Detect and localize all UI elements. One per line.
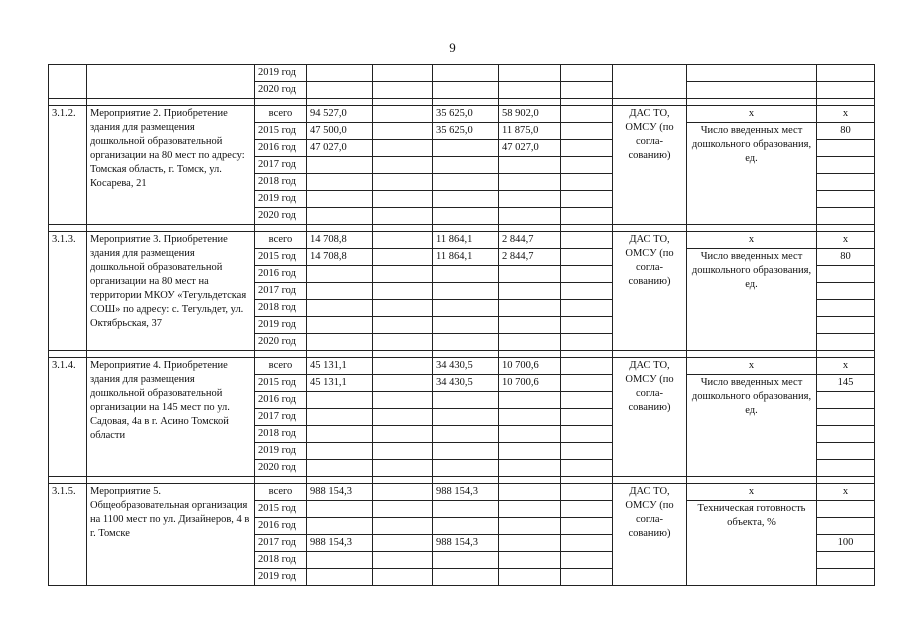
separator-cell: [433, 225, 499, 232]
program-table: [48, 64, 875, 586]
separator-cell: [613, 225, 687, 232]
amount-cell: [561, 283, 613, 300]
amount-cell: [433, 334, 499, 351]
indicator-value: 145: [817, 375, 875, 392]
amount-cell: [561, 174, 613, 191]
amount-cell: [561, 140, 613, 157]
measure-name: Мероприятие 5. Общеобразовательная организация на 1100 мест по ул. Дизайнеров, 4 в г. Томске: [87, 484, 255, 586]
amount-cell: [561, 208, 613, 225]
amount-cell: [499, 65, 561, 82]
total-cell: 94 527,0: [307, 106, 373, 123]
executor-cell-empty: [613, 65, 687, 99]
total-cell: 47 500,0: [307, 123, 373, 140]
separator-cell: [87, 225, 255, 232]
amount-cell: [373, 535, 433, 552]
amount-cell: [433, 426, 499, 443]
indicator-value: [817, 208, 875, 225]
period-cell: 2016 год: [255, 392, 307, 409]
total-cell: 988 154,3: [307, 484, 373, 501]
amount-cell: [499, 409, 561, 426]
amount-cell: [373, 484, 433, 501]
amount-cell: [561, 106, 613, 123]
indicator-value: [817, 518, 875, 535]
amount-cell: 2 844,7: [499, 232, 561, 249]
amount-cell: [561, 300, 613, 317]
period-cell: 2016 год: [255, 518, 307, 535]
indicator-value: [817, 266, 875, 283]
table-row: [49, 65, 875, 82]
indicator-value: [817, 191, 875, 208]
separator-cell: [687, 99, 817, 106]
amount-cell: [561, 569, 613, 586]
separator-cell: [87, 99, 255, 106]
indicator-name: Число введенных мест дошкольного образования, ед.: [687, 123, 817, 225]
separator-cell: [255, 225, 307, 232]
amount-cell: [561, 501, 613, 518]
separator-cell: [255, 99, 307, 106]
amount-cell: 988 154,3: [433, 484, 499, 501]
total-cell: [307, 191, 373, 208]
total-cell: [307, 317, 373, 334]
separator-cell: [687, 351, 817, 358]
amount-cell: 2 844,7: [499, 249, 561, 266]
total-cell: [307, 552, 373, 569]
measure-code: 3.1.3.: [49, 232, 87, 351]
period-cell: 2017 год: [255, 157, 307, 174]
separator-cell: [255, 351, 307, 358]
separator-cell: [307, 99, 373, 106]
amount-cell: 11 864,1: [433, 249, 499, 266]
total-cell: [307, 174, 373, 191]
indicator-value: [817, 300, 875, 317]
table-row: [49, 232, 875, 249]
indicator-cell-empty: [687, 65, 817, 82]
total-cell: [307, 426, 373, 443]
period-cell: 2016 год: [255, 266, 307, 283]
separator-cell: [499, 351, 561, 358]
separator-cell: [817, 477, 875, 484]
separator-row: [49, 477, 875, 484]
amount-cell: [499, 484, 561, 501]
indicator-value: [817, 426, 875, 443]
measure-code: 3.1.2.: [49, 106, 87, 225]
separator-cell: [373, 477, 433, 484]
amount-cell: [561, 518, 613, 535]
total-cell: 14 708,8: [307, 232, 373, 249]
total-cell: [307, 409, 373, 426]
indicator-value: [817, 460, 875, 477]
amount-cell: [561, 392, 613, 409]
separator-cell: [687, 225, 817, 232]
amount-cell: [373, 426, 433, 443]
amount-cell: [561, 552, 613, 569]
total-cell: [307, 569, 373, 586]
amount-cell: [561, 375, 613, 392]
period-cell: 2018 год: [255, 300, 307, 317]
indicator-top-cell: x: [687, 106, 817, 123]
indicator-top-cell: x: [687, 484, 817, 501]
amount-cell: [499, 392, 561, 409]
amount-cell: [433, 569, 499, 586]
separator-cell: [255, 477, 307, 484]
amount-cell: [433, 409, 499, 426]
amount-cell: [499, 157, 561, 174]
amount-cell: [561, 317, 613, 334]
indicator-cell-empty: [687, 82, 817, 99]
indicator-top-cell: x: [687, 358, 817, 375]
separator-cell: [561, 351, 613, 358]
amount-cell: [561, 358, 613, 375]
indicator-value: [817, 392, 875, 409]
amount-cell: [561, 232, 613, 249]
separator-cell: [561, 477, 613, 484]
amount-cell: [373, 157, 433, 174]
amount-cell: [433, 82, 499, 99]
amount-cell: [499, 266, 561, 283]
measure-name: Мероприятие 4. Приобретение здания для размещения дошкольной образовательной организации на 145 мест по ул. Садовая, 4а в г. Асино Томской области: [87, 358, 255, 477]
total-cell: 14 708,8: [307, 249, 373, 266]
indicator-value: 100: [817, 535, 875, 552]
period-cell: всего: [255, 232, 307, 249]
amount-cell: [433, 300, 499, 317]
total-cell: 988 154,3: [307, 535, 373, 552]
period-cell: 2020 год: [255, 334, 307, 351]
amount-cell: [373, 518, 433, 535]
amount-cell: [433, 65, 499, 82]
empty-cell: [561, 82, 613, 99]
indicator-value: [817, 140, 875, 157]
period-cell: 2018 год: [255, 426, 307, 443]
amount-cell: 47 027,0: [499, 140, 561, 157]
separator-cell: [87, 477, 255, 484]
separator-cell: [87, 351, 255, 358]
page-number: 9: [449, 40, 456, 55]
amount-cell: [561, 249, 613, 266]
total-cell: [307, 518, 373, 535]
total-cell: [307, 283, 373, 300]
amount-cell: [373, 266, 433, 283]
amount-cell: [499, 535, 561, 552]
indicator-name: Техническая готовность объекта, %: [687, 501, 817, 586]
total-cell: [307, 300, 373, 317]
amount-cell: [433, 283, 499, 300]
amount-cell: [499, 191, 561, 208]
separator-cell: [433, 351, 499, 358]
amount-cell: [373, 317, 433, 334]
separator-cell: [373, 225, 433, 232]
separator-cell: [499, 225, 561, 232]
amount-cell: [433, 443, 499, 460]
period-cell: 2019 год: [255, 191, 307, 208]
amount-cell: [499, 518, 561, 535]
amount-cell: [433, 392, 499, 409]
executor-cell: ДАС ТО, ОМСУ (по согла-сованию): [613, 358, 687, 477]
amount-cell: 11 864,1: [433, 232, 499, 249]
amount-cell: [373, 232, 433, 249]
amount-cell: 35 625,0: [433, 106, 499, 123]
amount-cell: [373, 443, 433, 460]
separator-cell: [817, 99, 875, 106]
amount-cell: [433, 552, 499, 569]
amount-cell: [433, 191, 499, 208]
amount-cell: [561, 157, 613, 174]
total-cell: 45 131,1: [307, 358, 373, 375]
amount-cell: [373, 300, 433, 317]
indicator-name: Число введенных мест дошкольного образования, ед.: [687, 249, 817, 351]
amount-cell: 10 700,6: [499, 358, 561, 375]
separator-row: [49, 99, 875, 106]
amount-cell: [499, 569, 561, 586]
separator-cell: [307, 351, 373, 358]
amount-cell: [499, 317, 561, 334]
period-cell: 2018 год: [255, 552, 307, 569]
separator-cell: [817, 351, 875, 358]
separator-row: [49, 225, 875, 232]
amount-cell: [373, 552, 433, 569]
indicator-value: [817, 409, 875, 426]
total-cell: [307, 334, 373, 351]
separator-cell: [613, 99, 687, 106]
amount-cell: [373, 123, 433, 140]
amount-cell: [561, 460, 613, 477]
amount-cell: [373, 140, 433, 157]
amount-cell: [561, 443, 613, 460]
separator-cell: [49, 351, 87, 358]
period-cell: 2019 год: [255, 317, 307, 334]
table-row: [49, 358, 875, 375]
indicator-top-value: x: [817, 106, 875, 123]
period-cell: 2019 год: [255, 569, 307, 586]
separator-cell: [817, 225, 875, 232]
separator-cell: [307, 225, 373, 232]
period-cell: всего: [255, 358, 307, 375]
period-cell: 2015 год: [255, 375, 307, 392]
separator-cell: [613, 351, 687, 358]
amount-cell: [561, 191, 613, 208]
amount-cell: [373, 409, 433, 426]
amount-cell: [373, 249, 433, 266]
amount-cell: [307, 82, 373, 99]
measure-name: Мероприятие 2. Приобретение здания для размещения дошкольной образовательной организации на 80 мест по адресу: Томская область, г. Томск, ул. Косарева, 21: [87, 106, 255, 225]
period-cell: 2018 год: [255, 174, 307, 191]
measure-code: 3.1.4.: [49, 358, 87, 477]
executor-cell: ДАС ТО, ОМСУ (по согла-сованию): [613, 484, 687, 586]
amount-cell: [499, 426, 561, 443]
amount-cell: [433, 317, 499, 334]
amount-cell: [373, 460, 433, 477]
separator-cell: [433, 477, 499, 484]
indicator-value: [817, 317, 875, 334]
amount-cell: [433, 518, 499, 535]
separator-cell: [613, 477, 687, 484]
amount-cell: [373, 82, 433, 99]
amount-cell: [373, 501, 433, 518]
measure-name: Мероприятие 3. Приобретение здания для размещения дошкольной образовательной организации на 80 мест на территории МКОУ «Тегульдетская СОШ» по адресу: с. Тегульдет, ул. Октябрьская, 37: [87, 232, 255, 351]
period-cell: 2015 год: [255, 249, 307, 266]
empty-cell: [561, 65, 613, 82]
period-cell: 2017 год: [255, 409, 307, 426]
separator-cell: [499, 477, 561, 484]
total-cell: [307, 266, 373, 283]
amount-cell: [433, 266, 499, 283]
separator-cell: [433, 99, 499, 106]
indicator-value: 80: [817, 249, 875, 266]
period-cell: 2017 год: [255, 535, 307, 552]
separator-cell: [499, 99, 561, 106]
amount-cell: [561, 123, 613, 140]
amount-cell: [561, 409, 613, 426]
amount-cell: [499, 82, 561, 99]
amount-cell: [433, 157, 499, 174]
amount-cell: [561, 484, 613, 501]
total-cell: [307, 392, 373, 409]
code-cell-empty: [49, 65, 87, 99]
amount-cell: [373, 106, 433, 123]
amount-cell: [499, 460, 561, 477]
amount-cell: [373, 375, 433, 392]
indicator-value: [817, 569, 875, 586]
amount-cell: [499, 283, 561, 300]
indicator-top-value: x: [817, 484, 875, 501]
indicator-top-cell: x: [687, 232, 817, 249]
amount-cell: [499, 208, 561, 225]
total-cell: [307, 460, 373, 477]
amount-cell: [433, 460, 499, 477]
separator-cell: [49, 99, 87, 106]
table-row: [49, 106, 875, 123]
amount-cell: [373, 283, 433, 300]
indicator-value: [817, 334, 875, 351]
indicator-value: [817, 501, 875, 518]
period-cell: 2020 год: [255, 82, 307, 99]
indicator-top-value: x: [817, 358, 875, 375]
indicator-value-empty: [817, 82, 875, 99]
amount-cell: [373, 392, 433, 409]
measure-code: 3.1.5.: [49, 484, 87, 586]
amount-cell: [307, 65, 373, 82]
amount-cell: [499, 174, 561, 191]
period-cell: 2017 год: [255, 283, 307, 300]
amount-cell: 988 154,3: [433, 535, 499, 552]
indicator-value: [817, 283, 875, 300]
amount-cell: 34 430,5: [433, 375, 499, 392]
separator-cell: [561, 225, 613, 232]
indicator-value-empty: [817, 65, 875, 82]
indicator-value: [817, 552, 875, 569]
amount-cell: [433, 208, 499, 225]
amount-cell: [373, 569, 433, 586]
amount-cell: 34 430,5: [433, 358, 499, 375]
indicator-top-value: x: [817, 232, 875, 249]
amount-cell: [499, 334, 561, 351]
amount-cell: [373, 174, 433, 191]
total-cell: [307, 208, 373, 225]
total-cell: [307, 501, 373, 518]
period-cell: 2020 год: [255, 208, 307, 225]
amount-cell: [373, 208, 433, 225]
amount-cell: [373, 334, 433, 351]
amount-cell: 11 875,0: [499, 123, 561, 140]
total-cell: 45 131,1: [307, 375, 373, 392]
period-cell: 2016 год: [255, 140, 307, 157]
amount-cell: [373, 191, 433, 208]
period-cell: 2019 год: [255, 65, 307, 82]
separator-cell: [49, 477, 87, 484]
amount-cell: 10 700,6: [499, 375, 561, 392]
separator-cell: [687, 477, 817, 484]
indicator-name: Число введенных мест дошкольного образования, ед.: [687, 375, 817, 477]
separator-cell: [49, 225, 87, 232]
amount-cell: [433, 140, 499, 157]
executor-cell: ДАС ТО, ОМСУ (по согла-сованию): [613, 106, 687, 225]
amount-cell: [561, 334, 613, 351]
indicator-value: [817, 157, 875, 174]
amount-cell: 58 902,0: [499, 106, 561, 123]
separator-cell: [307, 477, 373, 484]
amount-cell: [499, 443, 561, 460]
amount-cell: [561, 266, 613, 283]
name-cell-empty: [87, 65, 255, 99]
indicator-value: [817, 174, 875, 191]
amount-cell: [499, 552, 561, 569]
executor-cell: ДАС ТО, ОМСУ (по согла-сованию): [613, 232, 687, 351]
separator-cell: [373, 99, 433, 106]
period-cell: 2015 год: [255, 501, 307, 518]
period-cell: 2015 год: [255, 123, 307, 140]
amount-cell: [433, 174, 499, 191]
indicator-value: 80: [817, 123, 875, 140]
separator-cell: [561, 99, 613, 106]
period-cell: всего: [255, 106, 307, 123]
period-cell: всего: [255, 484, 307, 501]
indicator-value: [817, 443, 875, 460]
amount-cell: [561, 535, 613, 552]
amount-cell: [499, 300, 561, 317]
period-cell: 2020 год: [255, 460, 307, 477]
total-cell: 47 027,0: [307, 140, 373, 157]
amount-cell: [373, 65, 433, 82]
separator-cell: [373, 351, 433, 358]
total-cell: [307, 157, 373, 174]
period-cell: 2019 год: [255, 443, 307, 460]
amount-cell: [373, 358, 433, 375]
table-row: [49, 484, 875, 501]
amount-cell: [499, 501, 561, 518]
amount-cell: 35 625,0: [433, 123, 499, 140]
separator-row: [49, 351, 875, 358]
total-cell: [307, 443, 373, 460]
amount-cell: [561, 426, 613, 443]
amount-cell: [433, 501, 499, 518]
